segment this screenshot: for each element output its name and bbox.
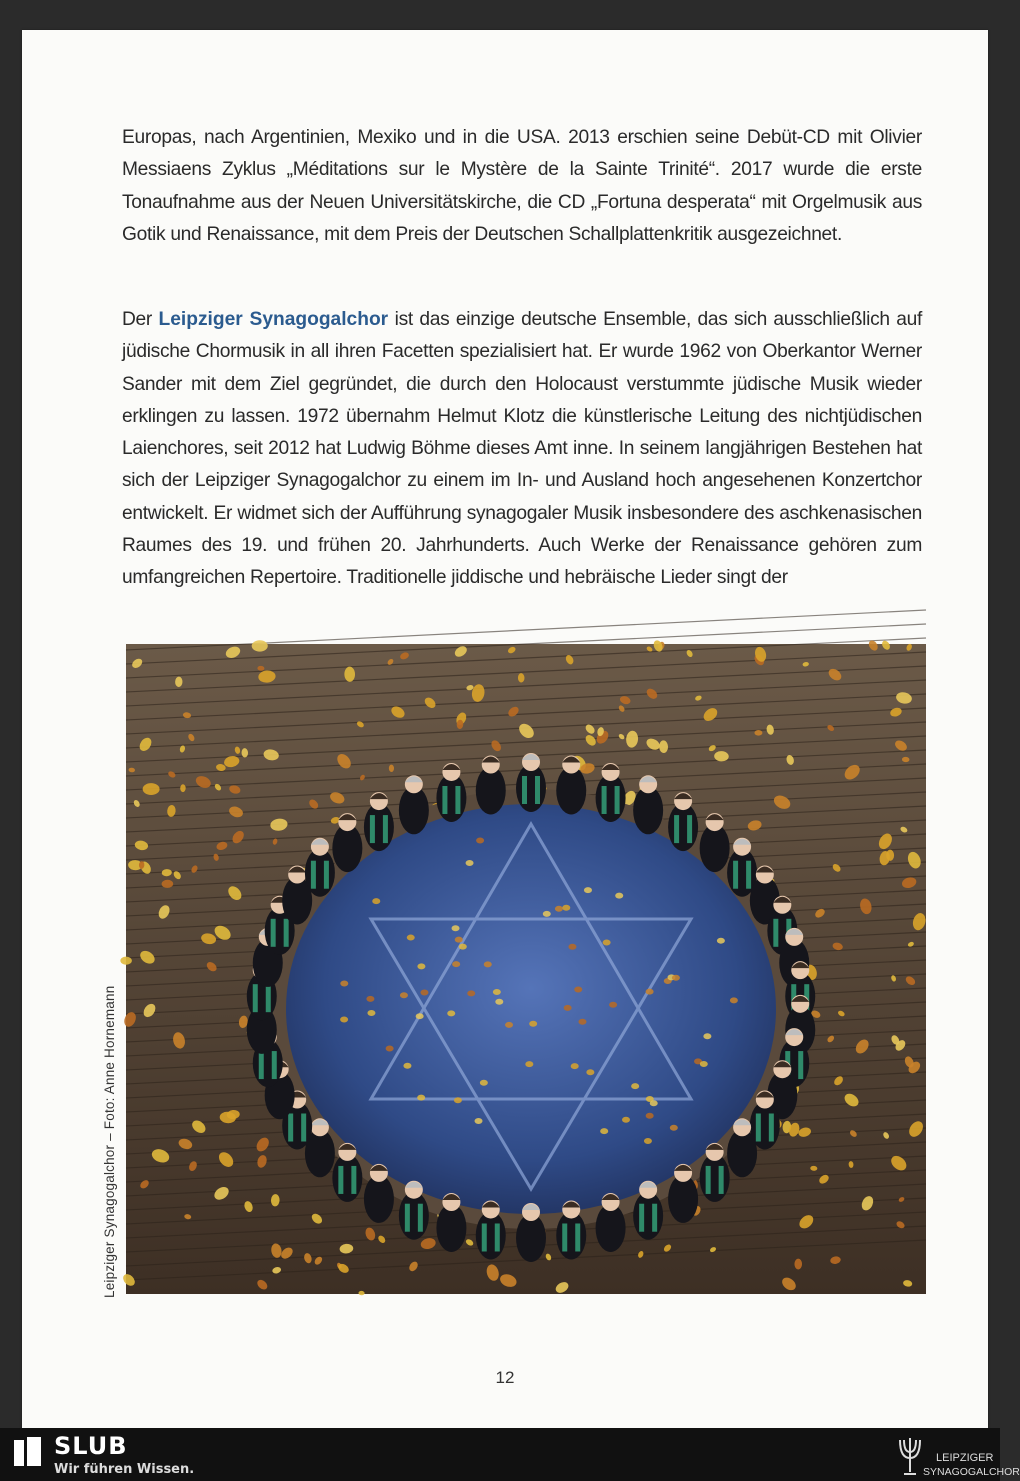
choir-name-highlight: Leipziger Synagogalchor — [158, 309, 389, 330]
fountain-basin — [286, 804, 776, 1214]
choir-photo-illustration — [126, 644, 926, 1294]
page-number: 12 — [495, 1368, 515, 1387]
choir-photo — [126, 644, 926, 1294]
photo-credit: Leipziger Synagogalchor – Foto: Anne Hornemann — [102, 985, 117, 1298]
paragraph-choir-intro — [122, 304, 922, 602]
menorah-icon — [896, 1428, 924, 1478]
footer-bar — [0, 1428, 1020, 1481]
paragraph-bio-end: Europas, nach Argentinien, Mexiko und in die USA. 2013 erschien seine Debüt-CD mit Olivier Messiaens Zyklus „Méditations sur le Mystère de la Sainte Trinité“. 2017 wurde die erste Tonaufnahme aus der Neuen Universitätskirche, die CD „Fortuna desperata“ mit Orgelmusik aus Gotik und Renaissance, mit dem Preis der Deutschen Schallplattenkritik ausgezeichnet. — [122, 127, 922, 245]
choir-logo-line2: SYNAGOGALCHOR — [923, 1466, 1020, 1478]
slub-name[interactable]: SLUB — [54, 1432, 128, 1460]
paragraph-lead: Der — [122, 309, 159, 330]
brochure-page — [22, 30, 988, 1428]
slub-tagline: Wir führen Wissen. — [54, 1462, 195, 1477]
book-icon — [10, 1434, 46, 1470]
paragraph-body: ist das einzige deutsche Ensemble, das sich ausschließlich auf jüdische Chormusik in all ihren Facetten spezialisiert hat. Er wurde 1962 von Oberkantor Werner Sander mit dem Ziel gegründet, die durch den Holocaust verstummte jüdische Musik wieder erklingen zu lassen. 1972 übernahm Helmut Klotz die künstlerische Leitung des nichtjüdischen Laienchores, seit 2012 hat Ludwig Böhme dieses Amt inne. In seinem langjährigen Bestehen hat sich der Leipziger Synagogalchor zu einem im In- und Ausland hoch angesehenen Konzertchor entwickelt. Er widmet sich der Aufführung synagogaler Musik insbesondere des aschkenasischen Raumes des 19. und frühen 20. Jahrhunderts. Auch Werke der Renaissance gehören zum umfangreichen Repertoire. Traditionelle jiddische und hebräische Lieder singt der — [122, 309, 922, 589]
choir-logo-line1: LEIPZIGER — [936, 1452, 994, 1464]
